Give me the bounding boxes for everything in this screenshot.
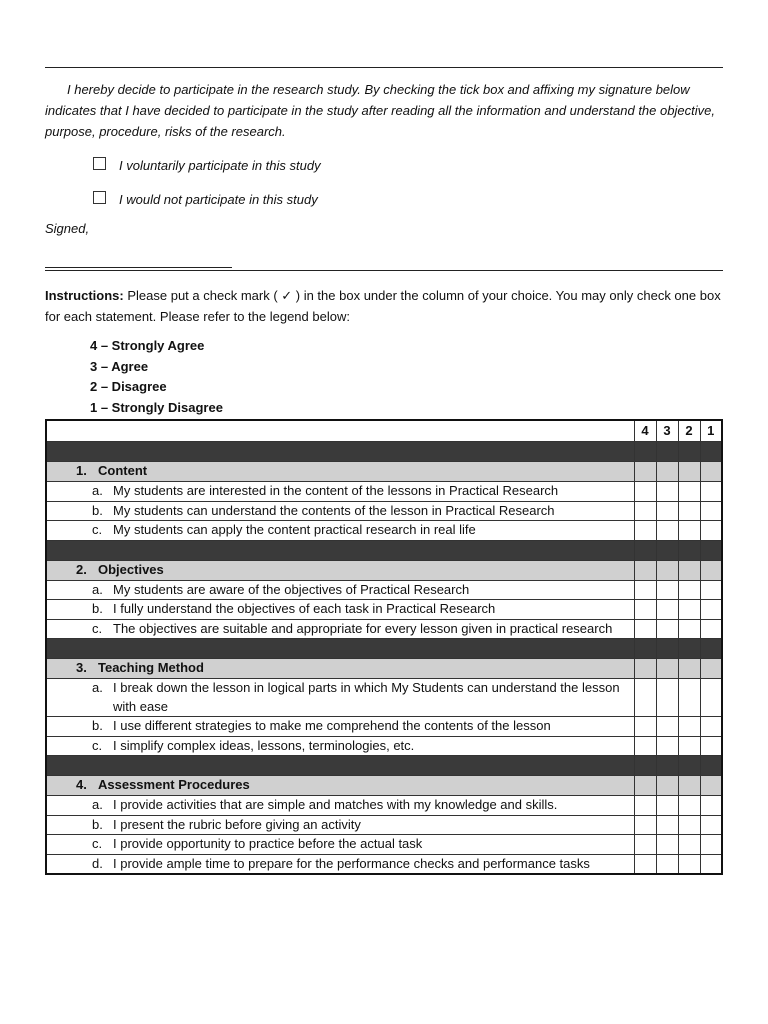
rating-box-4[interactable] <box>634 619 656 639</box>
divider-cell <box>656 756 678 776</box>
section-header-cell <box>656 659 678 679</box>
statement-cell <box>46 835 634 855</box>
rating-box-3[interactable] <box>656 521 678 541</box>
table-row <box>46 717 722 737</box>
section-header-cell <box>678 462 700 482</box>
section-header-cell <box>678 560 700 580</box>
rating-box-4[interactable] <box>634 736 656 756</box>
section-title-cell <box>46 462 634 482</box>
rating-box-3[interactable] <box>656 580 678 600</box>
statement <box>47 521 634 540</box>
divider-cell <box>678 756 700 776</box>
statement-letter: a. <box>92 483 103 498</box>
section-title-text: Assessment Procedures <box>98 777 250 793</box>
section-number: 3. <box>76 660 87 676</box>
rating-box-1[interactable] <box>700 619 722 639</box>
section-header-cell <box>656 462 678 482</box>
rating-box-4[interactable] <box>634 835 656 855</box>
table-row <box>46 736 722 756</box>
divider-cell <box>678 540 700 560</box>
rating-box-1[interactable] <box>700 482 722 502</box>
statement-cell <box>46 482 634 502</box>
rating-box-1[interactable] <box>700 580 722 600</box>
statement-letter: b. <box>92 601 103 616</box>
divider-cell <box>700 756 722 776</box>
rating-box-1[interactable] <box>700 501 722 521</box>
rating-box-4[interactable] <box>634 521 656 541</box>
column-header-1: 1 <box>700 420 722 442</box>
statement <box>47 835 634 854</box>
section-header-cell <box>700 560 722 580</box>
rating-box-4[interactable] <box>634 815 656 835</box>
rating-box-1[interactable] <box>700 679 722 717</box>
statement-cell <box>46 796 634 816</box>
rating-box-2[interactable] <box>678 600 700 620</box>
section-header-cell <box>634 462 656 482</box>
table-row <box>46 600 722 620</box>
rating-box-2[interactable] <box>678 854 700 874</box>
rating-box-2[interactable] <box>678 717 700 737</box>
table-header-row <box>46 420 722 442</box>
legend-item: 4 – Strongly Agree <box>90 338 205 353</box>
statement-letter: c. <box>92 522 103 537</box>
statement-text: My students can apply the content practical research in real life <box>113 522 476 537</box>
statement-cell <box>46 619 634 639</box>
statement-cell <box>46 717 634 737</box>
section-header-cell <box>656 776 678 796</box>
statement-letter: b. <box>92 816 103 832</box>
rating-box-4[interactable] <box>634 600 656 620</box>
rating-box-1[interactable] <box>700 835 722 855</box>
section-divider-row <box>46 639 722 659</box>
section-title <box>47 776 634 795</box>
statement <box>47 581 634 600</box>
table-row <box>46 580 722 600</box>
legend-item: 1 – Strongly Disagree <box>90 399 223 415</box>
option-label-decline: I would not participate in this study <box>119 191 318 207</box>
rating-box-2[interactable] <box>678 796 700 816</box>
section-number: 2. <box>76 561 87 577</box>
option-label-participate: I voluntarily participate in this study <box>119 157 321 173</box>
statement <box>47 600 634 619</box>
statement-letter: d. <box>92 855 103 871</box>
section-header-cell <box>700 462 722 482</box>
rating-box-3[interactable] <box>656 619 678 639</box>
divider-cell <box>46 540 634 560</box>
divider-cell <box>656 540 678 560</box>
header-blank <box>46 420 634 442</box>
divider-cell <box>46 756 634 776</box>
statement-letter: a. <box>92 581 103 597</box>
rating-box-1[interactable] <box>700 600 722 620</box>
signature-line[interactable] <box>45 267 232 268</box>
rating-box-2[interactable] <box>678 619 700 639</box>
section-header-cell <box>678 659 700 679</box>
table-row <box>46 521 722 541</box>
section-header-row <box>46 560 722 580</box>
section-header-cell <box>634 659 656 679</box>
consent-option-decline[interactable] <box>93 190 318 208</box>
rating-box-3[interactable] <box>656 717 678 737</box>
top-rule <box>45 67 723 68</box>
rating-box-2[interactable] <box>678 679 700 717</box>
signed-label: Signed, <box>45 221 90 236</box>
statement-text: My students are aware of the objectives of Practical Research <box>113 581 470 597</box>
divider-cell <box>700 639 722 659</box>
column-header-4: 4 <box>634 420 656 442</box>
statement-text: I provide activities that are simple and matches with my knowledge and skills. <box>113 797 558 812</box>
statement-text: My students can understand the contents of the lesson in Practical Research <box>113 502 555 518</box>
statement <box>47 796 634 815</box>
rating-box-1[interactable] <box>700 815 722 835</box>
section-title <box>47 659 634 678</box>
section-title-cell <box>46 776 634 796</box>
statement-cell <box>46 679 634 717</box>
divider-cell <box>656 639 678 659</box>
section-title-text: Objectives <box>98 561 164 577</box>
divider-cell <box>634 540 656 560</box>
rating-box-2[interactable] <box>678 521 700 541</box>
section-title-cell <box>46 659 634 679</box>
table-row <box>46 501 722 521</box>
rating-box-3[interactable] <box>656 835 678 855</box>
section-header-cell <box>656 560 678 580</box>
rating-box-1[interactable] <box>700 521 722 541</box>
checkbox-decline[interactable] <box>93 191 106 204</box>
section-header-row <box>46 776 722 796</box>
section-header-cell <box>700 659 722 679</box>
section-title-text: Teaching Method <box>98 660 204 676</box>
section-header-row <box>46 462 722 482</box>
table-row <box>46 679 722 717</box>
statement <box>47 855 634 874</box>
statement-text: I fully understand the objectives of each task in Practical Research <box>113 601 496 616</box>
statement-letter: c. <box>92 836 103 851</box>
statement-text: I simplify complex ideas, lessons, terminologies, etc. <box>113 737 415 753</box>
statement-cell <box>46 600 634 620</box>
legend-item: 2 – Disagree <box>90 379 167 394</box>
statement <box>47 816 634 835</box>
statement-cell <box>46 580 634 600</box>
survey-table <box>45 419 723 875</box>
column-header-2: 2 <box>678 420 700 442</box>
statement-cell <box>46 815 634 835</box>
table-row <box>46 796 722 816</box>
statement <box>47 679 634 716</box>
statement-cell <box>46 521 634 541</box>
divider-cell <box>46 639 634 659</box>
rating-box-3[interactable] <box>656 600 678 620</box>
divider-cell <box>634 639 656 659</box>
section-header-cell <box>700 776 722 796</box>
section-number: 1. <box>76 463 87 479</box>
divider-cell <box>634 756 656 776</box>
legend-item: 3 – Agree <box>90 358 149 374</box>
divider-cell <box>678 442 700 462</box>
rating-box-3[interactable] <box>656 796 678 816</box>
instructions-label: Instructions: <box>45 288 124 303</box>
rating-box-2[interactable] <box>678 835 700 855</box>
statement-letter: c. <box>92 737 103 753</box>
rating-box-1[interactable] <box>700 717 722 737</box>
rating-box-4[interactable] <box>634 679 656 717</box>
statement-cell <box>46 501 634 521</box>
statement-text: I use different strategies to make me comprehend the contents of the lesson <box>113 718 551 733</box>
rating-box-2[interactable] <box>678 580 700 600</box>
statement-letter: b. <box>92 718 103 733</box>
divider-cell <box>46 442 634 462</box>
rating-box-2[interactable] <box>678 501 700 521</box>
consent-option-participate[interactable] <box>93 156 321 174</box>
statement-text: I break down the lesson in logical parts in which My Students can understand the lesson with ease <box>113 680 620 714</box>
section-header-cell <box>634 776 656 796</box>
section-title <box>47 561 634 580</box>
rating-box-2[interactable] <box>678 736 700 756</box>
statement <box>47 502 634 521</box>
section-title <box>47 462 634 481</box>
rating-box-4[interactable] <box>634 854 656 874</box>
rating-box-1[interactable] <box>700 796 722 816</box>
section-number: 4. <box>76 777 87 793</box>
instructions <box>45 285 723 327</box>
statement-cell <box>46 854 634 874</box>
rating-box-1[interactable] <box>700 854 722 874</box>
table-row <box>46 482 722 502</box>
divider-cell <box>634 442 656 462</box>
statement-text: I present the rubric before giving an activity <box>113 816 361 832</box>
table-row <box>46 815 722 835</box>
rating-box-4[interactable] <box>634 796 656 816</box>
rating-box-2[interactable] <box>678 482 700 502</box>
rating-legend <box>90 336 223 418</box>
statement-letter: a. <box>92 797 103 812</box>
rating-box-4[interactable] <box>634 501 656 521</box>
statement-cell <box>46 736 634 756</box>
section-title-text: Content <box>98 463 148 479</box>
rating-box-3[interactable] <box>656 482 678 502</box>
statement <box>47 620 634 639</box>
divider-cell <box>700 540 722 560</box>
statement-letter: b. <box>92 502 103 518</box>
table-row <box>46 854 722 874</box>
rating-box-3[interactable] <box>656 679 678 717</box>
rating-box-4[interactable] <box>634 580 656 600</box>
rating-box-3[interactable] <box>656 854 678 874</box>
statement-text: I provide ample time to prepare for the performance checks and performance tasks <box>113 855 590 871</box>
statement-letter: a. <box>92 680 103 695</box>
statement <box>47 717 634 736</box>
rating-box-3[interactable] <box>656 736 678 756</box>
divider-cell <box>700 442 722 462</box>
rating-box-4[interactable] <box>634 717 656 737</box>
statement <box>47 737 634 756</box>
instructions-text: Please put a check mark ( ✓ ) in the box under the column of your choice. You may only check one box for each statement. Please refer to the legend below: <box>45 288 721 324</box>
rating-box-2[interactable] <box>678 815 700 835</box>
section-header-cell <box>678 776 700 796</box>
table-row <box>46 619 722 639</box>
divider-cell <box>678 639 700 659</box>
section-title-cell <box>46 560 634 580</box>
checkbox-participate[interactable] <box>93 157 106 170</box>
divider-cell <box>656 442 678 462</box>
section-divider-row <box>46 442 722 462</box>
statement-text: My students are interested in the content of the lessons in Practical Research <box>113 483 559 498</box>
section-divider-row <box>46 756 722 776</box>
statement-text: The objectives are suitable and appropriate for every lesson given in practical research <box>113 620 613 636</box>
table-row <box>46 835 722 855</box>
consent-statement <box>45 79 723 142</box>
section-rule <box>45 270 723 271</box>
rating-box-3[interactable] <box>656 815 678 835</box>
section-header-row <box>46 659 722 679</box>
section-header-cell <box>634 560 656 580</box>
statement <box>47 482 634 501</box>
statement-letter: c. <box>92 620 103 636</box>
column-header-3: 3 <box>656 420 678 442</box>
rating-box-1[interactable] <box>700 736 722 756</box>
consent-text: I hereby decide to participate in the research study. By checking the tick box and affixing my signature below indicates that I have decided to participate in the study after reading all the information and understand the objective, purpose, procedure, risks of the research. <box>45 82 715 139</box>
rating-box-4[interactable] <box>634 482 656 502</box>
section-divider-row <box>46 540 722 560</box>
rating-box-3[interactable] <box>656 501 678 521</box>
statement-text: I provide opportunity to practice before the actual task <box>113 836 423 851</box>
